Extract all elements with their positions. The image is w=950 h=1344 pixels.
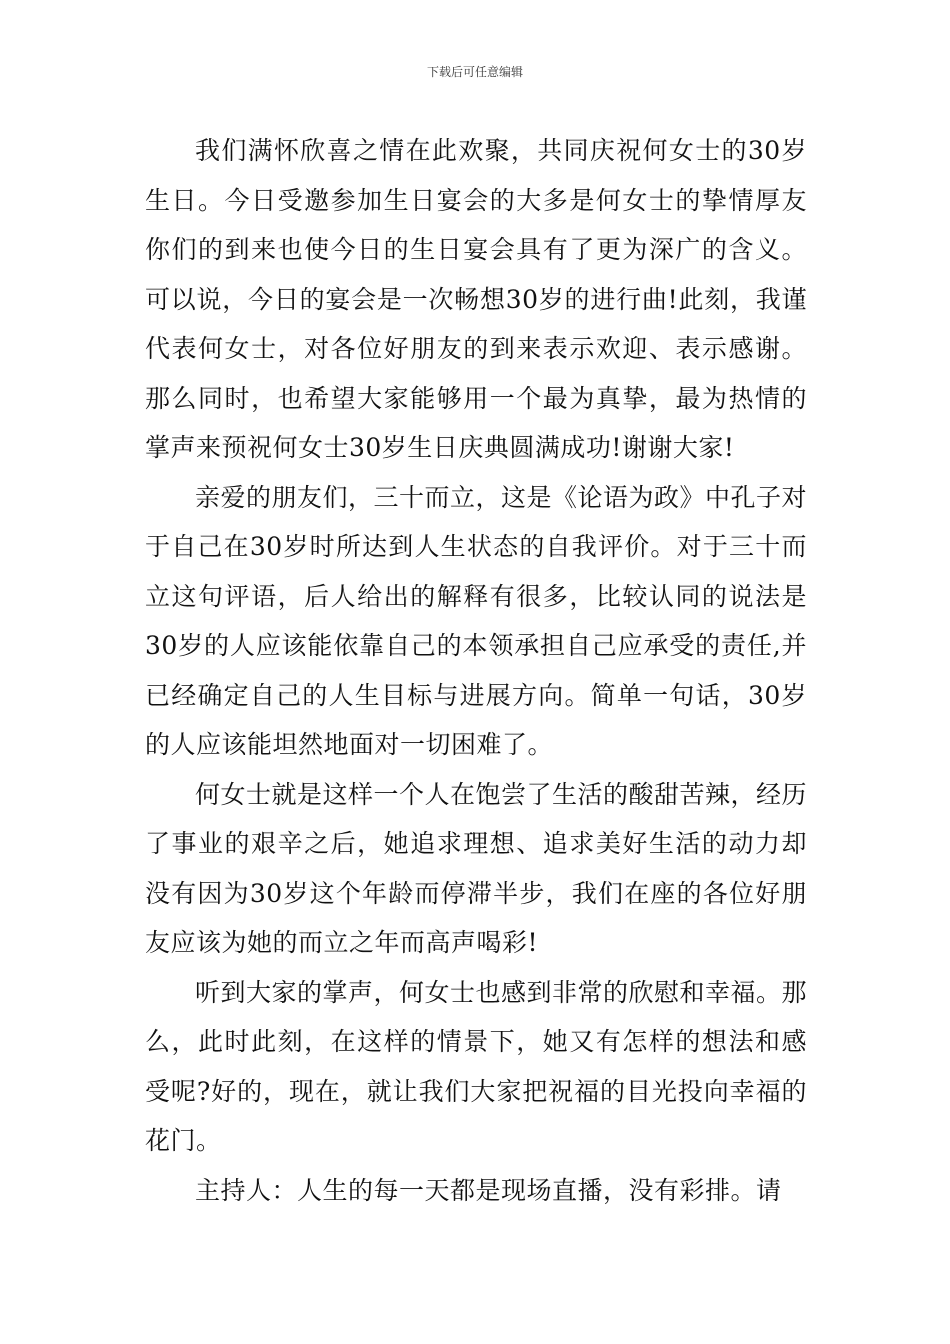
paragraph-1: 我们满怀欣喜之情在此欢聚，共同庆祝何女士的30岁生日。今日受邀参加生日宴会的大多是何女士的挚情厚友你们的到来也使今日的生日宴会具有了更为深广的含义。可以说，今日的宴会是一次畅想30岁的进行曲!此刻，我谨代表何女士，对各位好朋友的到来表示欢迎、表示感谢。那么同时，也希望大家能够用一个最为真挚，最为热情的掌声来预祝何女士30岁生日庆典圆满成功!谢谢大家! [145, 136, 807, 462]
paragraph-2: 亲爱的朋友们，三十而立，这是《论语为政》中孔子对于自己在30岁时所达到人生状态的自我评价。对于三十而立这句评语，后人给出的解释有很多，比较认同的说法是30岁的人应该能依靠自己的本领承担自己应承受的责任,并已经确定自己的人生目标与进展方向。简单一句话，30岁的人应该能坦然地面对一切困难了。 [145, 482, 808, 759]
paragraph-3: 何女士就是这样一个人在饱尝了生活的酸甜苦辣，经历了事业的艰辛之后，她追求理想、追求美好生活的动力却没有因为30岁这个年龄而停滞半步，我们在座的各位好朋友应该为她的而立之年而高声喝彩! [145, 779, 808, 957]
paragraph-4: 听到大家的掌声，何女士也感到非常的欣慰和幸福。那么，此时此刻，在这样的情景下，她又有怎样的想法和感受呢?好的，现在，就让我们大家把祝福的目光投向幸福的花门。 [145, 977, 808, 1155]
page-header: 下载后可任意编辑 [426, 65, 523, 79]
document-body [145, 126, 807, 1215]
paragraph-5: 主持人：人生的每一天都是现场直播，没有彩排。请 [195, 1175, 782, 1205]
